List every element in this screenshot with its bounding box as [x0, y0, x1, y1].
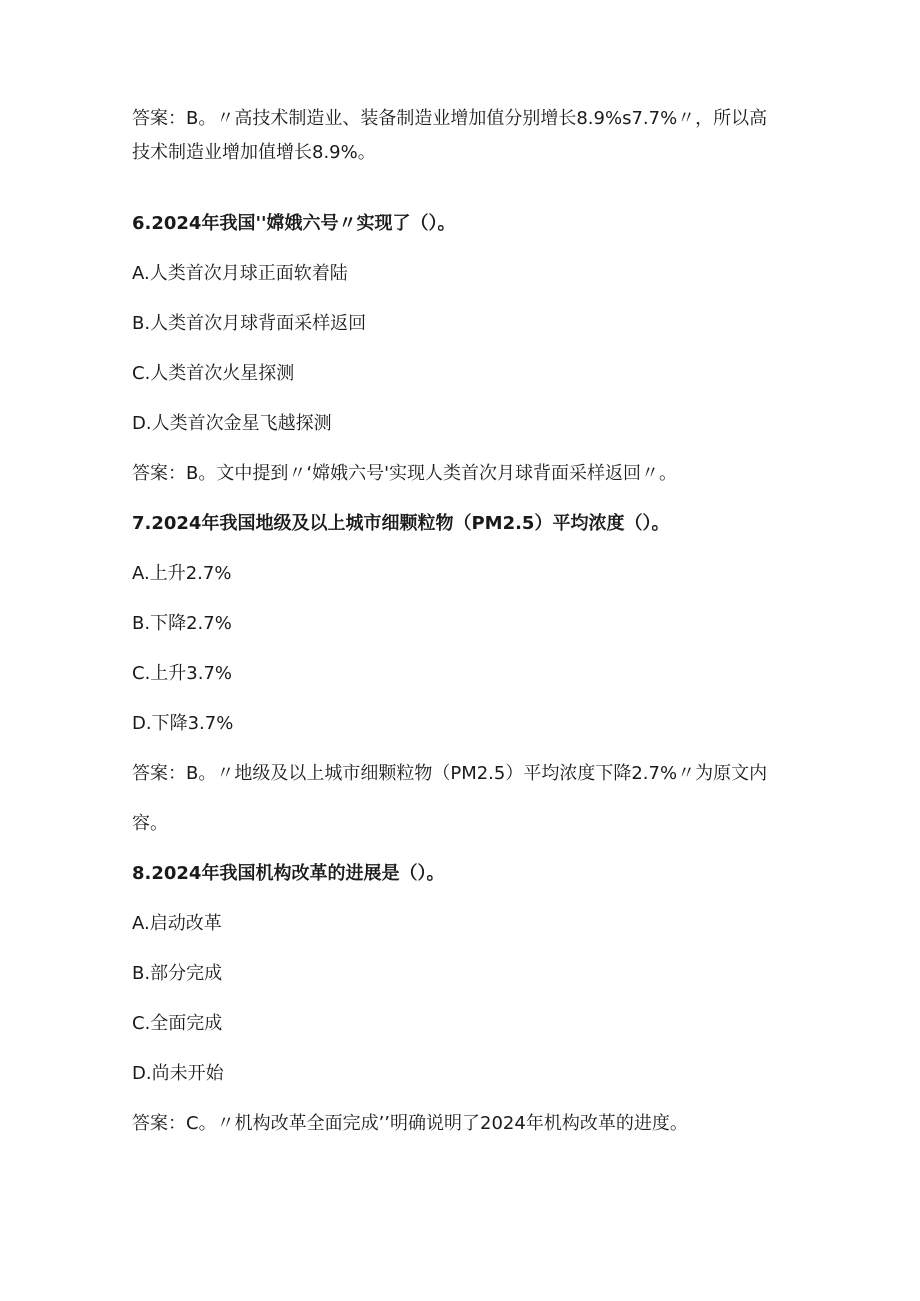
- option-8-d: D.尚未开始: [132, 1063, 224, 1084]
- answer-7-line-2: 容。: [132, 813, 168, 834]
- option-8-b: B.部分完成: [132, 963, 223, 984]
- option-7-a: A.上升2.7%: [132, 563, 232, 584]
- answer-text-5-line-1: 答案：B。〃高技术制造业、装备制造业增加值分别增长8.9%s7.7%〃，所以高: [132, 108, 768, 129]
- option-6-a: A.人类首次月球正面软着陆: [132, 263, 348, 284]
- answer-7-line-1: 答案：B。〃地级及以上城市细颗粒物（PM2.5）平均浓度下降2.7%〃为原文内: [132, 763, 768, 784]
- option-7-b: B.下降2.7%: [132, 613, 232, 634]
- option-8-a: A.启动改革: [132, 913, 222, 934]
- answer-text-5-line-2: 技术制造业增加值增长8.9%。: [132, 142, 376, 163]
- option-6-c: C.人类首次火星探测: [132, 363, 295, 384]
- question-8: 8.2024年我国机构改革的进展是（）。: [132, 863, 445, 884]
- option-6-d: D.人类首次金星飞越探测: [132, 413, 332, 434]
- option-6-b: B.人类首次月球背面采样返回: [132, 313, 367, 334]
- option-7-c: C.上升3.7%: [132, 663, 233, 684]
- answer-6: 答案：B。文中提到〃‘嫦娥六号'实现人类首次月球背面采样返回〃。: [132, 463, 678, 484]
- option-7-d: D.下降3.7%: [132, 713, 234, 734]
- option-8-c: C.全面完成: [132, 1013, 223, 1034]
- question-7: 7.2024年我国地级及以上城市细颗粒物（PM2.5）平均浓度（）。: [132, 513, 670, 534]
- question-6: 6.2024年我国''嫦娥六号〃实现了（）。: [132, 213, 456, 234]
- answer-8: 答案：C。〃机构改革全面完成’’明确说明了2024年机构改革的进度。: [132, 1113, 688, 1134]
